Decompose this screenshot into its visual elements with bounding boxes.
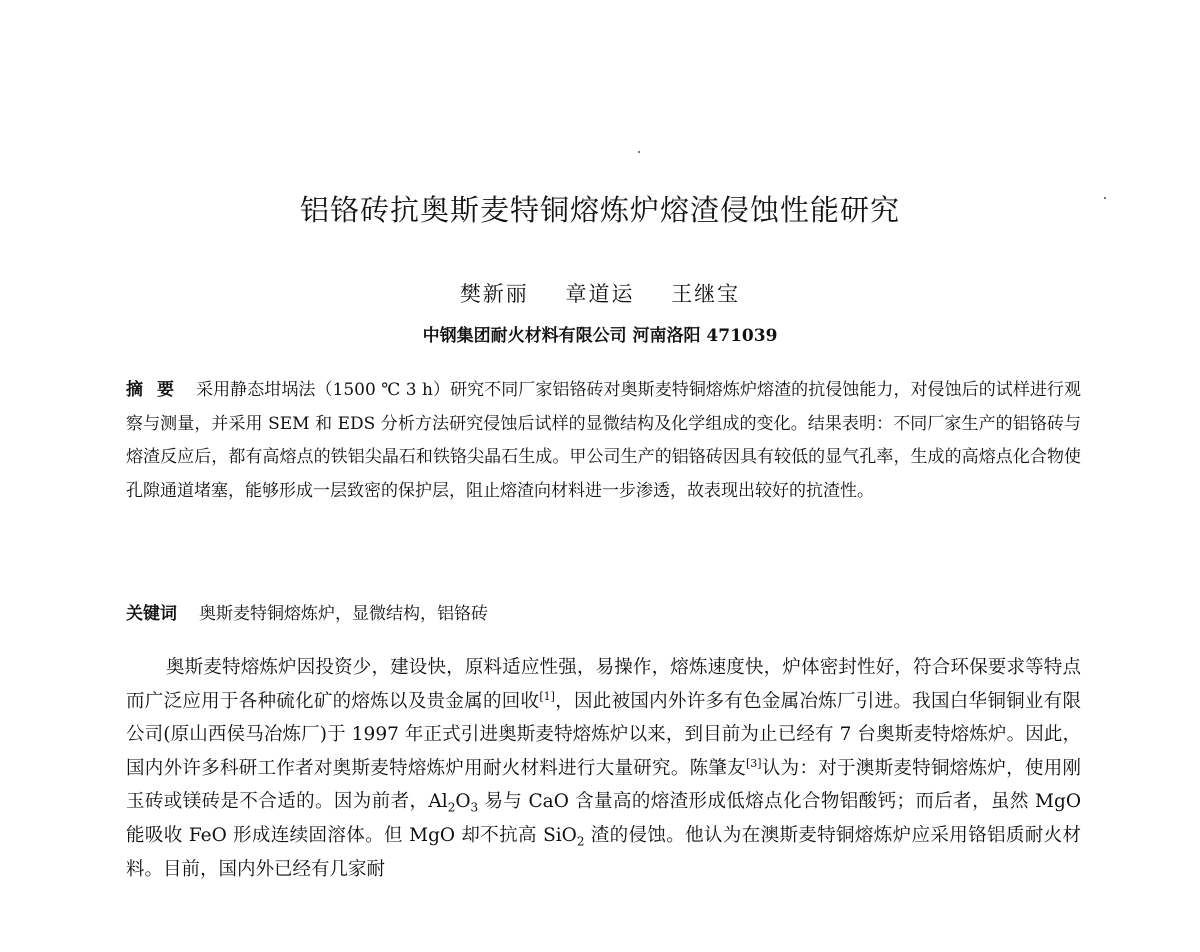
subscript: 3 xyxy=(470,801,479,816)
body-text: ，因此被国内外许多有色金属冶炼厂引进。我国白华铜铜业有限公司(原山西侯马冶炼厂)于 1997 年正式引进奥斯麦特熔炼炉以来，到目前为止已经有 7 台奥斯麦特熔炼炉。因此，国内外许多科研工作者对奥斯麦特熔炼炉用耐火材料进行大量研究。陈肇友 xyxy=(126,690,1081,779)
body-text: O xyxy=(455,791,471,813)
body-text: 渣的侵蚀。他认为在澳斯麦特铜熔炼炉应采用铬铝质耐火材料。目前，国内外已经有几家耐 xyxy=(126,824,1081,880)
scan-speck xyxy=(638,151,640,153)
body-paragraph xyxy=(126,651,1081,886)
citation-ref[interactable]: [1] xyxy=(539,689,555,703)
keywords-text: 奥斯麦特铜熔炼炉，显微结构，铝铬砖 xyxy=(199,604,488,624)
abstract-label: 摘 要 xyxy=(126,380,179,400)
keywords-label: 关键词 xyxy=(126,604,177,624)
author-name: 樊新丽 xyxy=(459,282,529,306)
body-text: 易与 CaO 含量高的熔渣形成低熔点化合物铝酸钙；而后者，虽然 MgO 能吸收 FeO 形成连续固溶体。但 MgO 却不抗高 SiO xyxy=(126,791,1082,846)
keywords xyxy=(126,598,1081,631)
body-text: 认为：对于澳斯麦特铜熔炼炉，使用刚玉砖或镁砖是不合适的。因为前者，Al xyxy=(126,757,1081,813)
body-text: 奥斯麦特熔炼炉因投资少，建设快，原料适应性强，易操作，熔炼速度快，炉体密封性好，符合环保要求等特点而广泛应用于各种硫化矿的熔炼以及贵金属的回收 xyxy=(126,657,1081,712)
subscript: 2 xyxy=(447,801,456,816)
abstract xyxy=(126,374,1081,508)
author-name: 章道运 xyxy=(565,282,635,306)
author-list xyxy=(0,278,1200,308)
affiliation: 中钢集团耐火材料有限公司 河南洛阳 471039 xyxy=(422,326,778,346)
subscript: 2 xyxy=(576,834,585,849)
author-name: 王继宝 xyxy=(671,282,741,306)
paper-title: 铝铬砖抗奥斯麦特铜熔炼炉熔渣侵蚀性能研究 xyxy=(299,193,900,227)
citation-ref[interactable]: [3] xyxy=(746,756,762,770)
abstract-text: 采用静态坩埚法（1500 ℃ 3 h）研究不同厂家铝铬砖对奥斯麦特铜熔炼炉熔渣的抗侵蚀能力，对侵蚀后的试样进行观察与测量，并采用 SEM 和 EDS 分析方法研究侵蚀后试样的显微结构及化学组成的变化。结果表明：不同厂家生产的铝铬砖与熔渣反应后，都有高熔点的铁铝尖晶石和铁铬尖晶石生成。甲公司生产的铝铬砖因具有较低的显气孔率，生成的高熔点化合物使孔隙通道堵塞，能够形成一层致密的保护层，阻止熔渣向材料进一步渗透，故表现出较好的抗渣性。 xyxy=(126,380,1081,501)
